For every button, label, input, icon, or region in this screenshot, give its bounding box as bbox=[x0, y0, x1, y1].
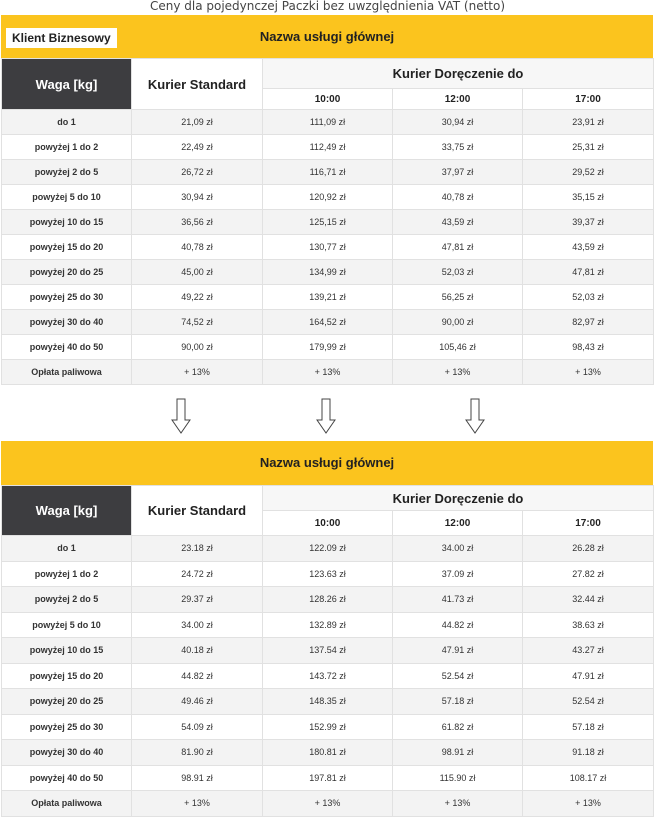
price-cell: + 13% bbox=[132, 791, 263, 817]
price-cell: 45,00 zł bbox=[132, 260, 263, 285]
price-cell: 44.82 zł bbox=[393, 612, 523, 638]
weight-label: powyżej 30 do 40 bbox=[2, 740, 132, 766]
price-table-current bbox=[1, 15, 653, 385]
price-cell: 134,99 zł bbox=[263, 260, 393, 285]
service-banner bbox=[1, 15, 653, 58]
price-table bbox=[1, 58, 654, 385]
table-row bbox=[2, 638, 654, 664]
client-badge: Klient Biznesowy bbox=[6, 28, 117, 48]
table-row bbox=[2, 587, 654, 613]
header-time-10: 10:00 bbox=[263, 511, 393, 536]
weight-label: powyżej 2 do 5 bbox=[2, 587, 132, 613]
price-cell: 56,25 zł bbox=[393, 285, 523, 310]
price-cell: 34.00 zł bbox=[132, 612, 263, 638]
down-arrow-icon bbox=[465, 398, 485, 434]
price-cell: 74,52 zł bbox=[132, 310, 263, 335]
weight-label: do 1 bbox=[2, 536, 132, 562]
table-row bbox=[2, 536, 654, 562]
price-cell: 43.27 zł bbox=[523, 638, 654, 664]
banner-title: Nazwa usługi głównej bbox=[259, 455, 395, 470]
price-cell: 41.73 zł bbox=[393, 587, 523, 613]
price-cell: 33,75 zł bbox=[393, 135, 523, 160]
price-cell: 139,21 zł bbox=[263, 285, 393, 310]
price-cell: 120,92 zł bbox=[263, 185, 393, 210]
table-row bbox=[2, 110, 654, 135]
price-cell: + 13% bbox=[393, 791, 523, 817]
price-cell: 123.63 zł bbox=[263, 561, 393, 587]
price-cell: 36,56 zł bbox=[132, 210, 263, 235]
weight-label: powyżej 10 do 15 bbox=[2, 638, 132, 664]
header-waga: Waga [kg] bbox=[2, 486, 132, 536]
price-cell: 164,52 zł bbox=[263, 310, 393, 335]
price-cell: + 13% bbox=[523, 360, 654, 385]
price-cell: 82,97 zł bbox=[523, 310, 654, 335]
price-cell: 40.18 zł bbox=[132, 638, 263, 664]
price-table-new bbox=[1, 441, 653, 817]
price-cell: 37,97 zł bbox=[393, 160, 523, 185]
price-cell: 40,78 zł bbox=[393, 185, 523, 210]
price-cell: 49.46 zł bbox=[132, 689, 263, 715]
price-cell: 52,03 zł bbox=[393, 260, 523, 285]
price-cell: + 13% bbox=[132, 360, 263, 385]
price-cell: 39,37 zł bbox=[523, 210, 654, 235]
price-cell: 108.17 zł bbox=[523, 765, 654, 791]
weight-label: powyżej 20 do 25 bbox=[2, 689, 132, 715]
table-row bbox=[2, 612, 654, 638]
table-row bbox=[2, 310, 654, 335]
weight-label: powyżej 10 do 15 bbox=[2, 210, 132, 235]
table-row bbox=[2, 791, 654, 817]
price-cell: 52,03 zł bbox=[523, 285, 654, 310]
price-cell: 105,46 zł bbox=[393, 335, 523, 360]
down-arrow-icon bbox=[316, 398, 336, 434]
header-kurier-standard: Kurier Standard bbox=[132, 59, 263, 110]
price-cell: 27.82 zł bbox=[523, 561, 654, 587]
header-time-12: 12:00 bbox=[393, 511, 523, 536]
table-row bbox=[2, 740, 654, 766]
table-row bbox=[2, 210, 654, 235]
price-cell: 128.26 zł bbox=[263, 587, 393, 613]
price-cell: 25,31 zł bbox=[523, 135, 654, 160]
price-cell: 26.28 zł bbox=[523, 536, 654, 562]
price-cell: 57.18 zł bbox=[523, 714, 654, 740]
down-arrow-icon bbox=[171, 398, 191, 434]
price-cell: 43,59 zł bbox=[393, 210, 523, 235]
price-table bbox=[1, 485, 654, 817]
weight-label: powyżej 15 do 20 bbox=[2, 663, 132, 689]
table-row bbox=[2, 561, 654, 587]
price-cell: + 13% bbox=[263, 360, 393, 385]
weight-label: Opłata paliwowa bbox=[2, 791, 132, 817]
header-time-17: 17:00 bbox=[523, 89, 654, 110]
price-cell: 22,49 zł bbox=[132, 135, 263, 160]
price-cell: 29,52 zł bbox=[523, 160, 654, 185]
weight-label: powyżej 40 do 50 bbox=[2, 335, 132, 360]
price-cell: 122.09 zł bbox=[263, 536, 393, 562]
table-row bbox=[2, 663, 654, 689]
table-row bbox=[2, 260, 654, 285]
weight-label: powyżej 40 do 50 bbox=[2, 765, 132, 791]
weight-label: powyżej 30 do 40 bbox=[2, 310, 132, 335]
price-cell: 115.90 zł bbox=[393, 765, 523, 791]
header-kurier-standard: Kurier Standard bbox=[132, 486, 263, 536]
table-row bbox=[2, 135, 654, 160]
header-kurier-doreczenie: Kurier Doręczenie do bbox=[263, 59, 654, 89]
table-row bbox=[2, 714, 654, 740]
price-cell: 54.09 zł bbox=[132, 714, 263, 740]
table-row bbox=[2, 285, 654, 310]
price-cell: 23,91 zł bbox=[523, 110, 654, 135]
price-cell: 43,59 zł bbox=[523, 235, 654, 260]
price-cell: 24.72 zł bbox=[132, 561, 263, 587]
price-cell: 130,77 zł bbox=[263, 235, 393, 260]
price-cell: 40,78 zł bbox=[132, 235, 263, 260]
table-row bbox=[2, 335, 654, 360]
price-cell: 179,99 zł bbox=[263, 335, 393, 360]
price-cell: 197.81 zł bbox=[263, 765, 393, 791]
weight-label: Opłata paliwowa bbox=[2, 360, 132, 385]
weight-label: powyżej 25 do 30 bbox=[2, 285, 132, 310]
weight-label: powyżej 2 do 5 bbox=[2, 160, 132, 185]
price-cell: 26,72 zł bbox=[132, 160, 263, 185]
weight-label: powyżej 5 do 10 bbox=[2, 612, 132, 638]
price-cell: 47,81 zł bbox=[393, 235, 523, 260]
price-cell: 34.00 zł bbox=[393, 536, 523, 562]
price-cell: 57.18 zł bbox=[393, 689, 523, 715]
table-row bbox=[2, 689, 654, 715]
price-cell: 49,22 zł bbox=[132, 285, 263, 310]
price-cell: + 13% bbox=[523, 791, 654, 817]
price-cell: 23.18 zł bbox=[132, 536, 263, 562]
weight-label: powyżej 1 do 2 bbox=[2, 135, 132, 160]
price-cell: 125,15 zł bbox=[263, 210, 393, 235]
price-cell: 111,09 zł bbox=[263, 110, 393, 135]
price-cell: 61.82 zł bbox=[393, 714, 523, 740]
weight-label: powyżej 1 do 2 bbox=[2, 561, 132, 587]
price-cell: 44.82 zł bbox=[132, 663, 263, 689]
price-cell: 32.44 zł bbox=[523, 587, 654, 613]
price-cell: 81.90 zł bbox=[132, 740, 263, 766]
weight-label: do 1 bbox=[2, 110, 132, 135]
price-cell: + 13% bbox=[263, 791, 393, 817]
price-cell: 91.18 zł bbox=[523, 740, 654, 766]
price-cell: 30,94 zł bbox=[393, 110, 523, 135]
price-cell: 47.91 zł bbox=[393, 638, 523, 664]
price-cell: 112,49 zł bbox=[263, 135, 393, 160]
price-cell: 52.54 zł bbox=[393, 663, 523, 689]
service-banner bbox=[1, 441, 653, 485]
price-cell: 132.89 zł bbox=[263, 612, 393, 638]
table-row bbox=[2, 235, 654, 260]
price-cell: 38.63 zł bbox=[523, 612, 654, 638]
price-cell: + 13% bbox=[393, 360, 523, 385]
price-cell: 21,09 zł bbox=[132, 110, 263, 135]
price-cell: 37.09 zł bbox=[393, 561, 523, 587]
price-cell: 137.54 zł bbox=[263, 638, 393, 664]
price-cell: 143.72 zł bbox=[263, 663, 393, 689]
weight-label: powyżej 15 do 20 bbox=[2, 235, 132, 260]
header-kurier-doreczenie: Kurier Doręczenie do bbox=[263, 486, 654, 511]
price-cell: 35,15 zł bbox=[523, 185, 654, 210]
header-time-12: 12:00 bbox=[393, 89, 523, 110]
price-cell: 98,43 zł bbox=[523, 335, 654, 360]
table-row bbox=[2, 765, 654, 791]
price-cell: 52.54 zł bbox=[523, 689, 654, 715]
weight-label: powyżej 25 do 30 bbox=[2, 714, 132, 740]
table-row bbox=[2, 160, 654, 185]
banner-title: Nazwa usługi głównej bbox=[259, 29, 395, 44]
table-row bbox=[2, 185, 654, 210]
price-cell: 98.91 zł bbox=[393, 740, 523, 766]
price-cell: 30,94 zł bbox=[132, 185, 263, 210]
weight-label: powyżej 20 do 25 bbox=[2, 260, 132, 285]
price-cell: 47.91 zł bbox=[523, 663, 654, 689]
weight-label: powyżej 5 do 10 bbox=[2, 185, 132, 210]
header-time-17: 17:00 bbox=[523, 511, 654, 536]
page-caption: Ceny dla pojedynczej Paczki bez uwzględnienia VAT (netto) bbox=[149, 0, 506, 13]
price-cell: 90,00 zł bbox=[393, 310, 523, 335]
price-cell: 152.99 zł bbox=[263, 714, 393, 740]
price-cell: 148.35 zł bbox=[263, 689, 393, 715]
price-cell: 180.81 zł bbox=[263, 740, 393, 766]
table-row bbox=[2, 360, 654, 385]
arrow-row bbox=[0, 398, 655, 434]
price-cell: 98.91 zł bbox=[132, 765, 263, 791]
price-cell: 47,81 zł bbox=[523, 260, 654, 285]
header-time-10: 10:00 bbox=[263, 89, 393, 110]
price-cell: 29.37 zł bbox=[132, 587, 263, 613]
header-waga: Waga [kg] bbox=[2, 59, 132, 110]
price-cell: 116,71 zł bbox=[263, 160, 393, 185]
price-cell: 90,00 zł bbox=[132, 335, 263, 360]
